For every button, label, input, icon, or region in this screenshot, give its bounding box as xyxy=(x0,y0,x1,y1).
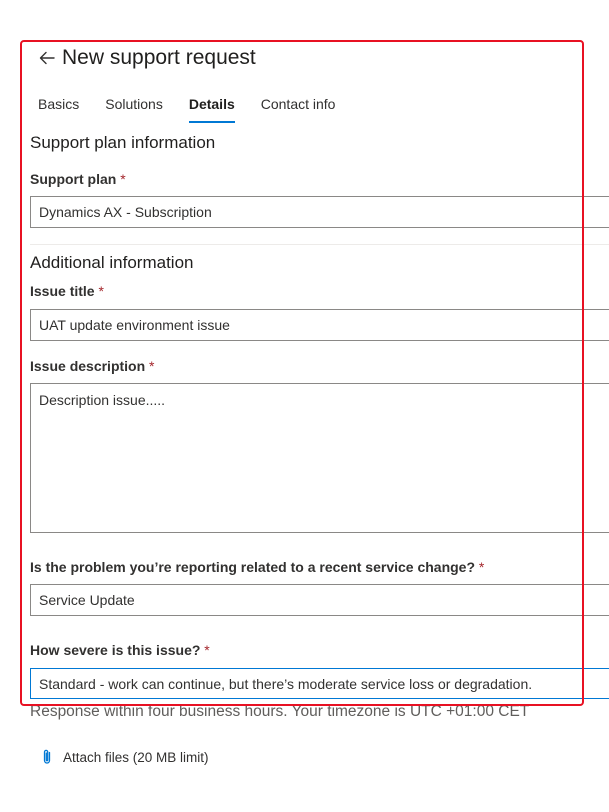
required-marker: * xyxy=(204,642,210,658)
service-change-value: Service Update xyxy=(39,592,135,608)
issue-description-label xyxy=(30,358,155,374)
tab-basics[interactable]: Basics xyxy=(38,96,80,112)
paperclip-icon xyxy=(40,748,54,766)
arrow-left-icon[interactable] xyxy=(38,49,56,67)
page-header xyxy=(38,46,256,70)
additional-info-heading: Additional information xyxy=(30,253,194,272)
issue-title-label-text: Issue title xyxy=(30,283,95,299)
attach-files-button[interactable] xyxy=(40,748,209,766)
tab-contact-info[interactable]: Contact info xyxy=(260,96,336,112)
support-plan-field[interactable] xyxy=(30,196,609,228)
support-plan-label xyxy=(30,171,126,187)
required-marker: * xyxy=(478,559,485,575)
tab-solutions[interactable]: Solutions xyxy=(105,96,163,112)
support-plan-label-text: Support plan xyxy=(30,171,117,187)
tab-bar xyxy=(38,95,361,125)
severity-value: Standard - work can continue, but there’s moderate service loss or degradation. xyxy=(39,675,533,692)
severity-label xyxy=(30,642,210,658)
required-marker: * xyxy=(149,358,155,374)
issue-description-value: Description issue..... xyxy=(39,392,166,408)
service-change-label xyxy=(30,559,484,575)
required-marker: * xyxy=(98,283,104,299)
support-plan-heading: Support plan information xyxy=(30,133,216,152)
support-plan-value: Dynamics AX - Subscription xyxy=(39,204,212,220)
issue-title-input[interactable] xyxy=(30,309,609,341)
required-marker: * xyxy=(120,171,126,187)
issue-title-value: UAT update environment issue xyxy=(39,317,230,333)
issue-title-label xyxy=(30,283,104,299)
severity-label-text: How severe is this issue? xyxy=(30,642,201,658)
tab-details[interactable]: Details xyxy=(189,95,235,125)
response-hint: Response within four business hours. Your timezone is UTC +01:00 CET xyxy=(30,703,530,720)
issue-description-label-text: Issue description xyxy=(30,358,146,374)
service-change-field[interactable] xyxy=(30,584,609,616)
service-change-label-text: Is the problem you’re reporting related to a recent service change? xyxy=(30,559,476,575)
page-title: New support request xyxy=(62,46,256,69)
severity-field[interactable] xyxy=(30,668,609,699)
issue-description-textarea[interactable] xyxy=(30,383,609,533)
attach-files-label: Attach files (20 MB limit) xyxy=(63,749,209,765)
section-divider xyxy=(30,244,609,245)
